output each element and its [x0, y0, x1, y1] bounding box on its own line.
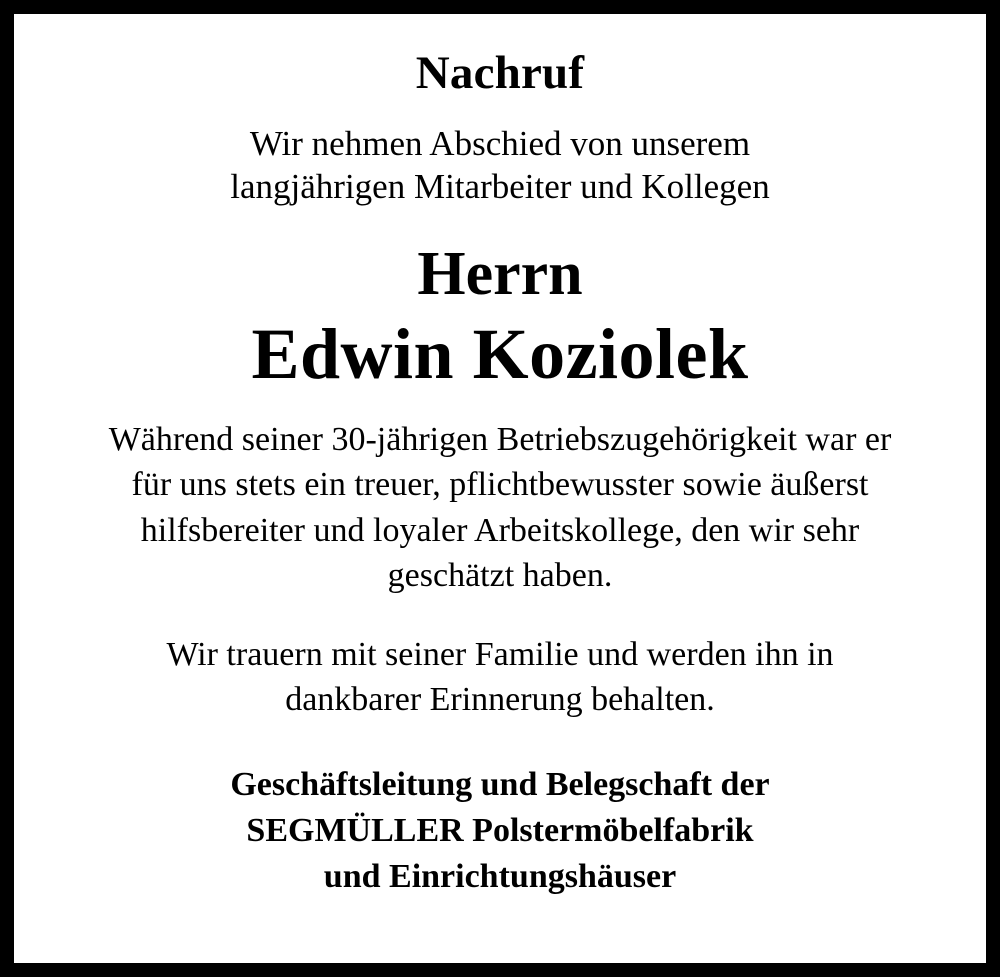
condolence-line: Wir trauern mit seiner Familie und werden ihn in [166, 635, 834, 673]
intro-line: langjährigen Mitarbeiter und Kollegen [230, 167, 770, 207]
signature-line: SEGMÜLLER Polstermöbelfabrik [246, 812, 754, 850]
tribute-line: Während seiner 30-jährigen Betriebszugehörigkeit war er [108, 421, 892, 459]
intro-text [58, 122, 942, 210]
deceased-name: Edwin Koziolek [251, 314, 749, 395]
condolence-line: dankbarer Erinnerung behalten. [285, 681, 715, 719]
intro-line: Wir nehmen Abschied von unserem [249, 123, 751, 163]
obituary-content [14, 14, 986, 963]
signature-line: Geschäftsleitung und Belegschaft der [230, 766, 770, 804]
tribute-paragraph [58, 417, 942, 598]
tribute-line: hilfsbereiter und loyaler Arbeitskollege, den wir sehr [140, 511, 860, 549]
name-salutation: Herrn [417, 240, 583, 309]
tribute-line: für uns stets ein treuer, pflichtbewusster sowie äußerst [131, 466, 869, 504]
signature-line: und Einrichtungshäuser [323, 858, 677, 896]
page-title: Nachruf [415, 47, 585, 99]
tribute-line: geschätzt haben. [387, 556, 613, 594]
deceased-name-block [58, 239, 942, 395]
condolence-paragraph [58, 632, 942, 722]
signature-block [58, 762, 942, 900]
